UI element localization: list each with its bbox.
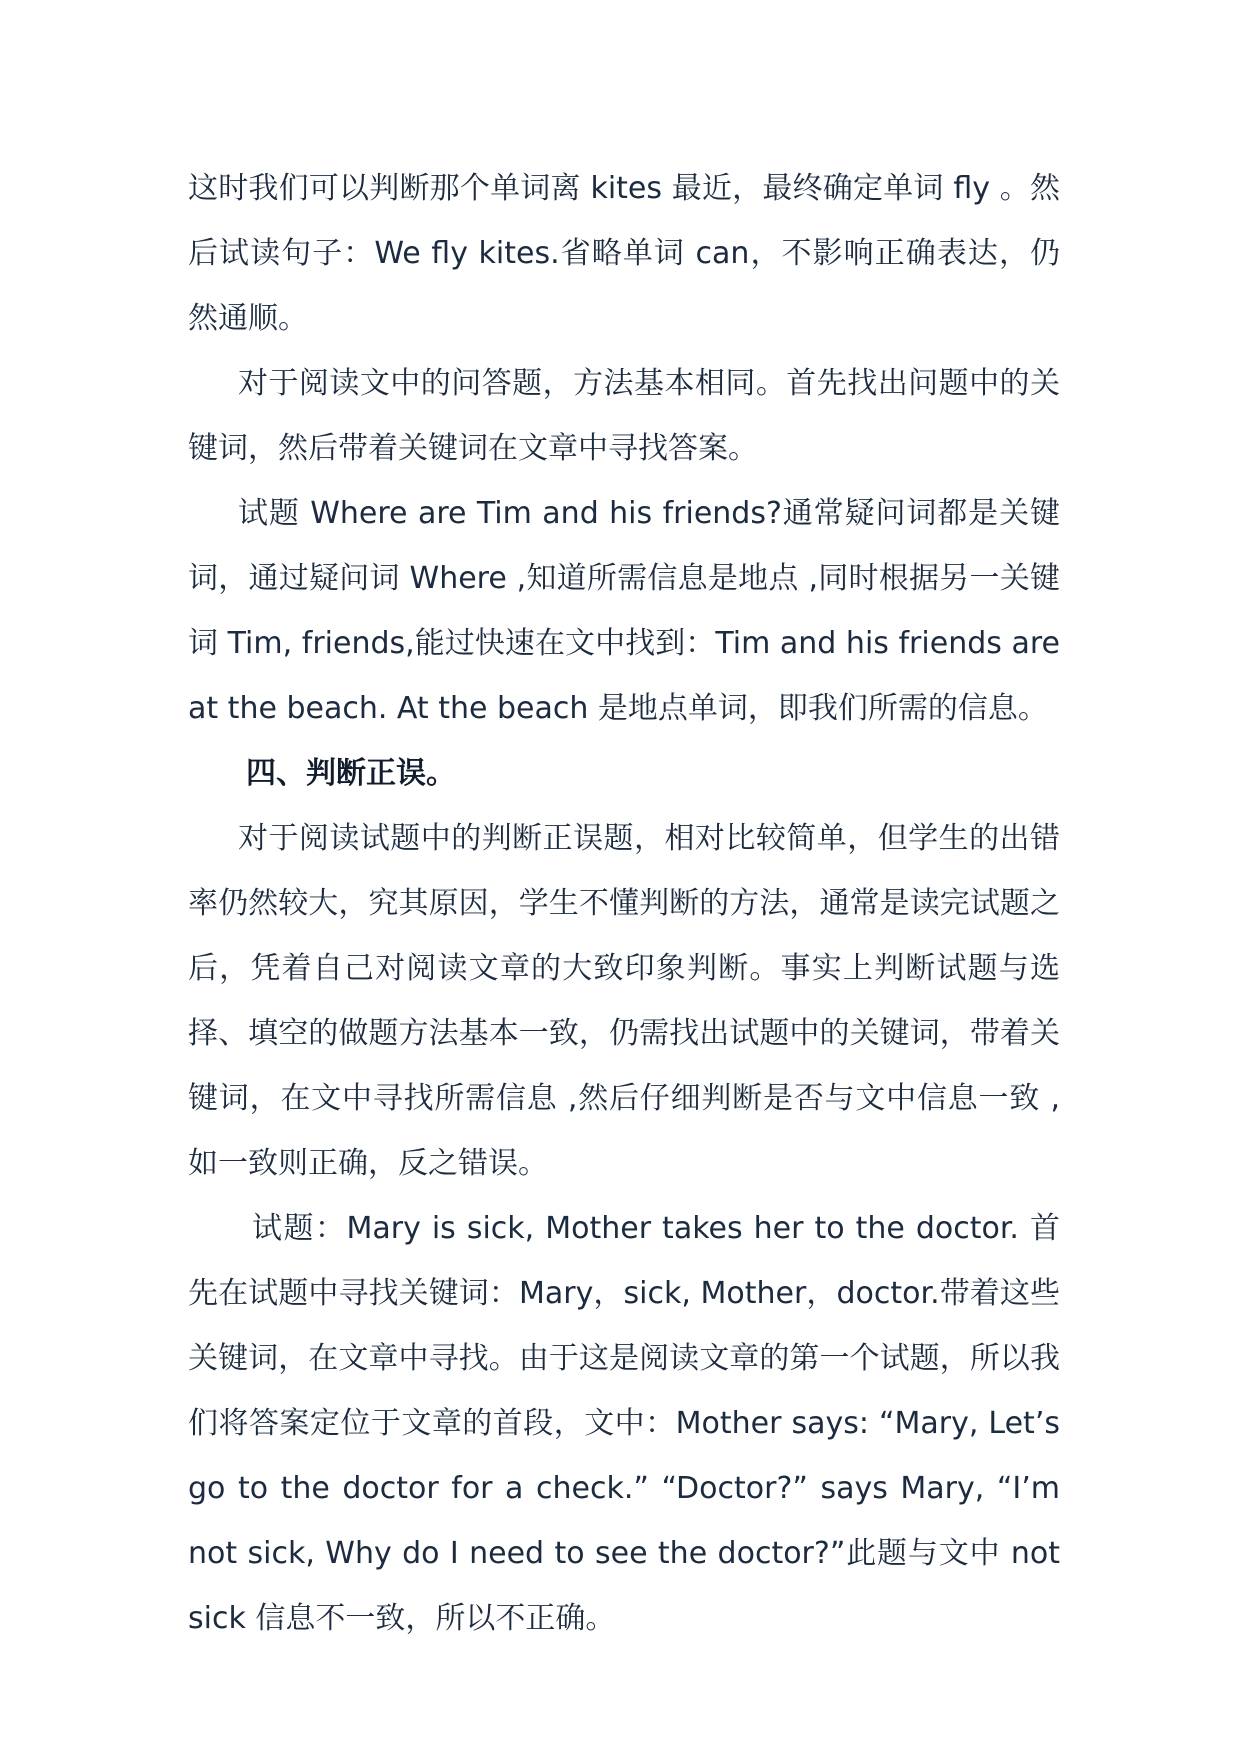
paragraph-question-method: 对于阅读文中的问答题，方法基本相同。首先找出问题中的关键词，然后带着关键词在文章中寻找答案。 [188, 366, 1060, 466]
paragraph-mary-example: 试题：Mary is sick, Mother takes her to the doctor. 首先在试题中寻找关键词：Mary，sick, Mother，doctor.带着这些关键词，在文章中寻找。由于这是阅读文章的第一个试题，所以我们将答案定位于文章的首段，文中：Mother says: “Mary, Let’s go to the doctor for a check.” “Doctor?” says Mary, “I’m not sick, Why do I need to see the doctor?”此题与文中 not sick 信息不一致，所以不正确。 [188, 1211, 1060, 1636]
paragraph-kites-explanation: 这时我们可以判断那个单词离 kites 最近，最终确定单词 fly 。然后试读句子：We fly kites.省略单词 can，不影响正确表达，仍然通顺。 [188, 171, 1060, 336]
paragraph-true-false-method: 对于阅读试题中的判断正误题，相对比较简单，但学生的出错率仍然较大，究其原因，学生不懂判断的方法，通常是读完试题之后，凭着自己对阅读文章的大致印象判断。事实上判断试题与选择、填空的做题方法基本一致，仍需找出试题中的关键词，带着关键词，在文中寻找所需信息 ,然后仔细判断是否与文中信息一致 ,如一致则正确，反之错误。 [188, 821, 1060, 1181]
paragraph-where-example: 试题 Where are Tim and his friends?通常疑问词都是关键词，通过疑问词 Where ,知道所需信息是地点 ,同时根据另一关键词 Tim, friends,能过快速在文中找到：Tim and his friends are at the beach. At the beach 是地点单词，即我们所需的信息。 [188, 496, 1060, 726]
section-heading-true-false: 四、判断正误。 [246, 756, 456, 791]
document-body [188, 156, 1060, 1651]
